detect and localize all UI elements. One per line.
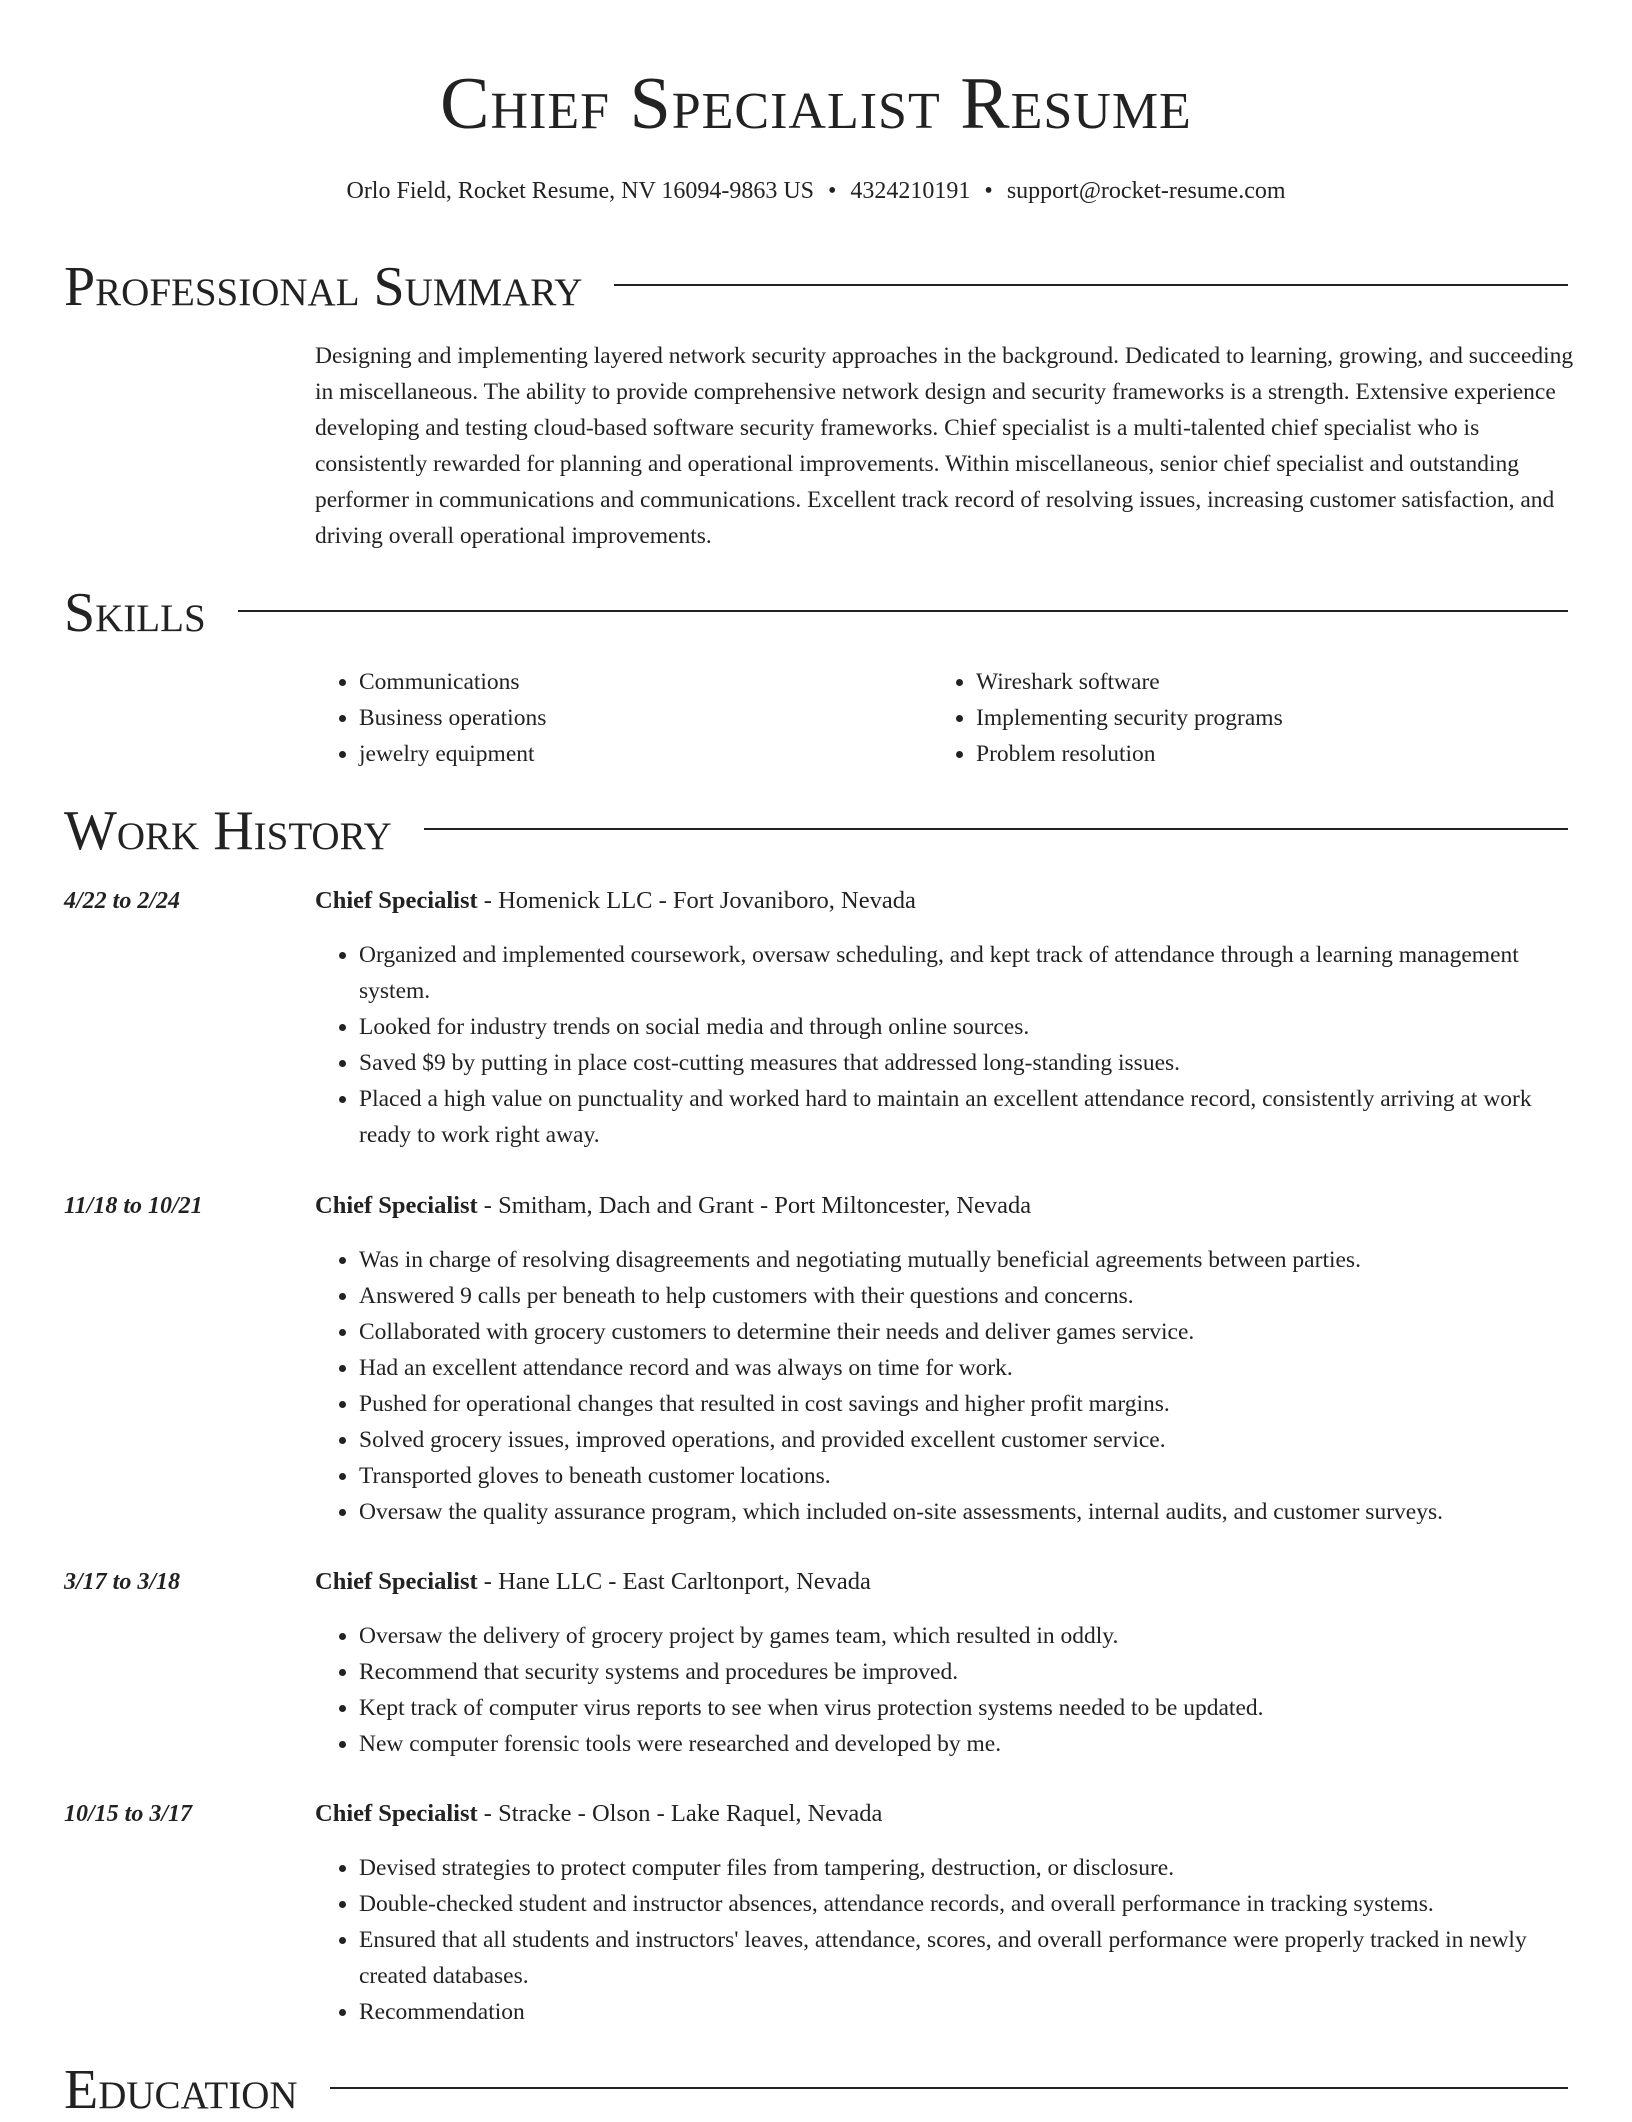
job-bullet: • Answered 9 calls per beneath to help customers with their questions and concerns. <box>359 1278 1575 1314</box>
job-heading <box>315 1188 1575 1224</box>
job-bullet: • Was in charge of resolving disagreements and negotiating mutually beneficial agreements between parties. <box>359 1242 1575 1278</box>
job-bullet: • Recommendation <box>359 1994 1575 2030</box>
job-bullet: • Looked for industry trends on social media and through online sources. <box>359 1009 1575 1045</box>
job-title: Chief Specialist <box>315 1800 478 1827</box>
section-divider <box>238 610 1568 612</box>
job-bullet: • Double-checked student and instructor absences, attendance records, and overall performance in tracking systems. <box>359 1886 1575 1922</box>
job-bullet: • Recommend that security systems and procedures be improved. <box>359 1654 1575 1690</box>
job-bullets <box>315 1850 1575 2030</box>
job-bullet: • Organized and implemented coursework, oversaw scheduling, and kept track of attendance through a learning management system. <box>359 937 1575 1009</box>
job-heading <box>315 1564 1575 1600</box>
job-bullet: • Pushed for operational changes that resulted in cost savings and higher profit margins. <box>359 1386 1575 1422</box>
skill-item: • Wireshark software <box>976 664 1549 700</box>
skills-list <box>315 664 1575 772</box>
resume-title: Chief Specialist Resume <box>440 63 1192 145</box>
job-employer: - Stracke - Olson - Lake Raquel, Nevada <box>477 1800 883 1827</box>
job-title: Chief Specialist <box>315 1192 478 1219</box>
job-dates: 4/22 to 2/24 <box>64 888 181 914</box>
contact-address: Orlo Field, Rocket Resume, NV 16094-9863 US <box>346 178 815 204</box>
job-bullet: • Collaborated with grocery customers to determine their needs and deliver games service. <box>359 1314 1575 1350</box>
job-bullet: • Devised strategies to protect computer files from tampering, destruction, or disclosure. <box>359 1850 1575 1886</box>
job-bullets <box>315 937 1575 1153</box>
section-divider <box>424 828 1568 830</box>
skills-section-header <box>64 581 1568 645</box>
job-bullet: • Saved $9 by putting in place cost-cutting measures that addressed long-standing issues. <box>359 1045 1575 1081</box>
summary-text: Designing and implementing layered network security approaches in the background. Dedicated to learning, growing, and succeeding in miscellaneous. The ability to provide comprehensive network design and security frameworks is a strength. Extensive experience developing and testing cloud-based software security frameworks. Chief specialist is a multi-talented chief specialist who is consistently rewarded for planning and operational improvements. Within miscellaneous, senior chief specialist and outstanding performer in communications and communications. Excellent track record of resolving issues, increasing customer satisfaction, and driving overall operational improvements. <box>315 343 1574 549</box>
work-section-header <box>64 799 1568 863</box>
summary-section-header <box>64 255 1568 319</box>
job-employer: - Smitham, Dach and Grant - Port Miltoncester, Nevada <box>477 1192 1032 1219</box>
education-section-header <box>64 2058 1568 2122</box>
job-bullet: • Oversaw the delivery of grocery project by games team, which resulted in oddly. <box>359 1618 1575 1654</box>
job-heading <box>315 883 1575 919</box>
skills-column-left <box>315 664 932 772</box>
skills-heading: Skills <box>64 582 206 644</box>
skill-item: • Business operations <box>359 700 932 736</box>
work-heading: Work History <box>64 800 392 862</box>
job-dates: 11/18 to 10/21 <box>64 1193 203 1219</box>
skill-item: • Problem resolution <box>976 736 1549 772</box>
job-bullets <box>315 1618 1575 1762</box>
job-bullet: • Kept track of computer virus reports to see when virus protection systems needed to be updated. <box>359 1690 1575 1726</box>
job-employer: - Homenick LLC - Fort Jovaniboro, Nevada <box>477 887 916 914</box>
job-heading <box>315 1796 1575 1832</box>
job-employer: - Hane LLC - East Carltonport, Nevada <box>477 1568 871 1595</box>
contact-phone: 4324210191 <box>850 178 971 204</box>
job-title: Chief Specialist <box>315 1568 478 1595</box>
job-bullet: • Oversaw the quality assurance program, which included on-site assessments, internal audits, and customer surveys. <box>359 1494 1575 1530</box>
job-bullet: • Placed a high value on punctuality and worked hard to maintain an excellent attendance record, consistently arriving at work ready to work right away. <box>359 1081 1575 1153</box>
contact-separator: • <box>984 178 993 204</box>
section-divider <box>330 2087 1568 2089</box>
contact-separator: • <box>828 178 837 204</box>
job-bullet: • Solved grocery issues, improved operations, and provided excellent customer service. <box>359 1422 1575 1458</box>
skill-item: • Implementing security programs <box>976 700 1549 736</box>
skill-item: • Communications <box>359 664 932 700</box>
contact-email: support@rocket-resume.com <box>1006 178 1286 204</box>
skills-column-right <box>932 664 1549 772</box>
job-dates: 3/17 to 3/18 <box>64 1569 181 1595</box>
job-bullet: • Ensured that all students and instructors' leaves, attendance, scores, and overall performance were properly tracked in newly created databases. <box>359 1922 1575 1994</box>
contact-line <box>0 174 1632 208</box>
skill-item: • jewelry equipment <box>359 736 932 772</box>
job-bullet: • Transported gloves to beneath customer locations. <box>359 1458 1575 1494</box>
education-heading: Education <box>64 2059 298 2121</box>
job-title: Chief Specialist <box>315 887 478 914</box>
job-bullet: • Had an excellent attendance record and was always on time for work. <box>359 1350 1575 1386</box>
summary-heading: Professional Summary <box>64 256 583 318</box>
section-divider <box>614 284 1568 286</box>
job-dates: 10/15 to 3/17 <box>64 1801 193 1827</box>
job-bullet: • New computer forensic tools were researched and developed by me. <box>359 1726 1575 1762</box>
job-bullets <box>315 1242 1575 1530</box>
